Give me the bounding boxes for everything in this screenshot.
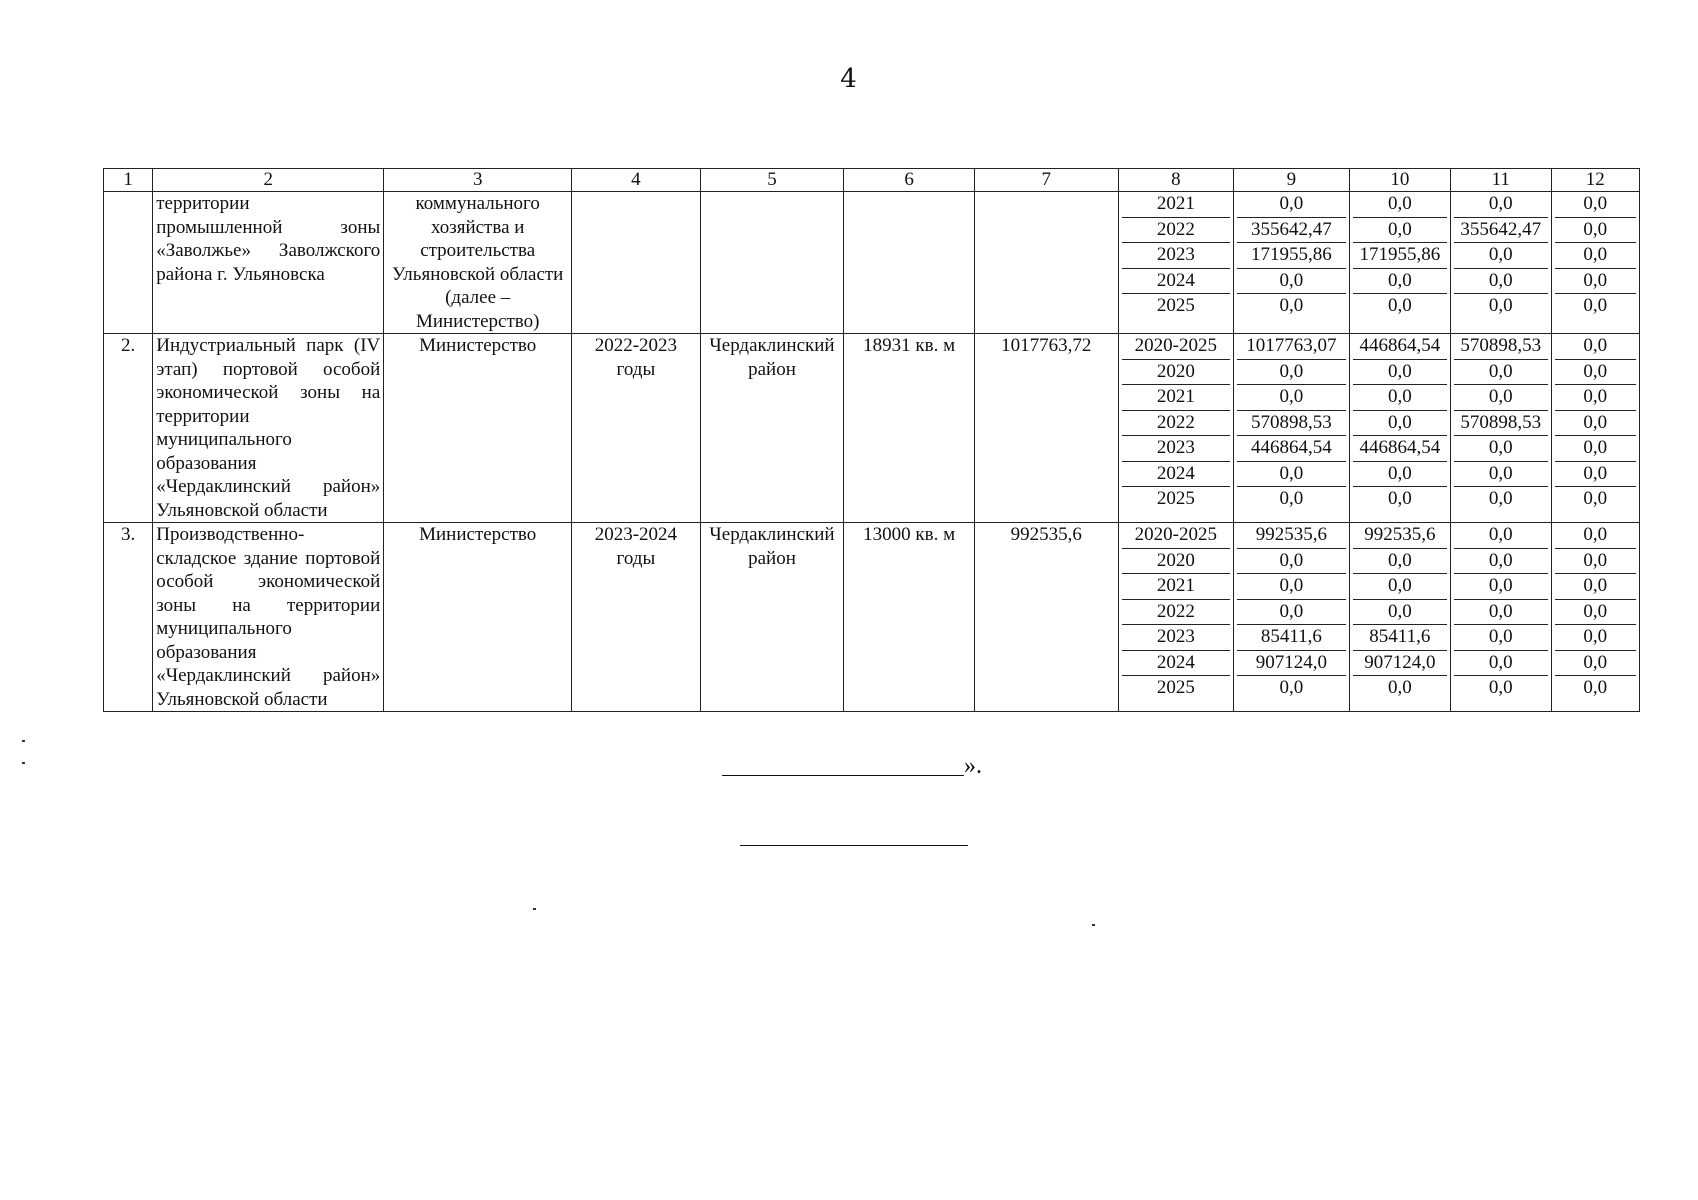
- col12-value: 0,0: [1555, 385, 1637, 411]
- capacity-cell: 18931 кв. м: [844, 334, 975, 523]
- column-header: 8: [1118, 169, 1234, 192]
- col12-value: 0,0: [1555, 218, 1637, 244]
- col9-cell: [1234, 334, 1350, 523]
- years-value: 2022: [1122, 411, 1231, 437]
- years-cell: [1118, 334, 1234, 523]
- row-number-cell: [104, 192, 153, 334]
- row-number-cell: 3.: [104, 523, 153, 712]
- col10-value: 907124,0: [1353, 651, 1447, 677]
- col11-value: 0,0: [1454, 600, 1547, 626]
- col11-value: 0,0: [1454, 574, 1547, 600]
- col11-value: 0,0: [1454, 625, 1547, 651]
- col12-value: 0,0: [1555, 549, 1637, 575]
- page-number: 4: [840, 64, 858, 94]
- col10-value: 0,0: [1353, 574, 1447, 600]
- years-value: 2020: [1122, 360, 1231, 386]
- col11-value: 0,0: [1454, 436, 1547, 462]
- period-cell: 2022-2023 годы: [572, 334, 701, 523]
- col11-value: 0,0: [1488, 677, 1513, 698]
- years-value: 2023: [1122, 625, 1231, 651]
- col10-value: 0,0: [1353, 360, 1447, 386]
- years-value: 2024: [1122, 651, 1231, 677]
- years-value: 2022: [1122, 218, 1231, 244]
- scan-speck: [533, 908, 536, 910]
- col12-value: 0,0: [1555, 462, 1637, 488]
- col11-value: 0,0: [1454, 385, 1547, 411]
- responsible-cell: коммунального хозяйства и строительства Ульяновской области (далее – Министерство): [384, 192, 572, 334]
- col10-value: 446864,54: [1353, 436, 1447, 462]
- cost-cell: 1017763,72: [974, 334, 1118, 523]
- column-header: 3: [384, 169, 572, 192]
- col9-value: 85411,6: [1237, 625, 1346, 651]
- col10-value: 0,0: [1353, 411, 1447, 437]
- years-value: 2020-2025: [1122, 334, 1231, 360]
- col9-value: 0,0: [1279, 295, 1304, 316]
- col9-value: 0,0: [1237, 574, 1346, 600]
- col12-value: 0,0: [1555, 243, 1637, 269]
- col10-value: 0,0: [1353, 385, 1447, 411]
- years-value: 2020-2025: [1122, 523, 1231, 549]
- col11-value: 0,0: [1454, 549, 1547, 575]
- col12-value: 0,0: [1555, 625, 1637, 651]
- object-name-cell: Производственно-складское здание портовой особой экономической зоны на территории муниципального образования «Чердаклинский район» Ульяновской области: [153, 523, 384, 712]
- col10-value: 446864,54: [1353, 334, 1447, 360]
- row-number-cell: 2.: [104, 334, 153, 523]
- years-value: 2022: [1122, 600, 1231, 626]
- col10-value: 0,0: [1387, 488, 1412, 509]
- col12-value: 0,0: [1555, 269, 1637, 295]
- col11-value: 0,0: [1454, 651, 1547, 677]
- location-cell: [700, 192, 844, 334]
- capacity-cell: 13000 кв. м: [844, 523, 975, 712]
- col12-value: 0,0: [1583, 295, 1608, 316]
- closing-signature-line: [722, 775, 964, 776]
- scan-speck: [22, 762, 25, 764]
- closing-quote-mark: ».: [964, 753, 982, 779]
- col9-cell: [1234, 523, 1350, 712]
- col11-value: 355642,47: [1454, 218, 1547, 244]
- col12-value: 0,0: [1555, 360, 1637, 386]
- col12-value: 0,0: [1583, 488, 1608, 509]
- col10-value: 0,0: [1353, 462, 1447, 488]
- col12-value: 0,0: [1555, 411, 1637, 437]
- col10-value: 0,0: [1353, 549, 1447, 575]
- column-header: 11: [1451, 169, 1551, 192]
- col9-value: 0,0: [1237, 549, 1346, 575]
- col9-value: 0,0: [1237, 462, 1346, 488]
- col9-value: 0,0: [1237, 192, 1346, 218]
- years-value: 2024: [1122, 462, 1231, 488]
- col11-cell: [1451, 192, 1551, 334]
- col9-value: 1017763,07: [1237, 334, 1346, 360]
- col9-value: 446864,54: [1237, 436, 1346, 462]
- col11-value: 0,0: [1454, 243, 1547, 269]
- col10-cell: [1349, 192, 1450, 334]
- years-value: 2025: [1156, 295, 1195, 316]
- table-row: [104, 192, 1640, 334]
- location-cell: Чердаклинский район: [700, 523, 844, 712]
- col11-value: 0,0: [1454, 192, 1547, 218]
- responsible-cell: Министерство: [384, 523, 572, 712]
- program-table: [103, 168, 1640, 712]
- years-cell: [1118, 192, 1234, 334]
- document-end-line: [740, 845, 968, 846]
- col11-value: 0,0: [1454, 360, 1547, 386]
- col11-value: 0,0: [1488, 488, 1513, 509]
- col11-cell: [1451, 523, 1551, 712]
- col12-cell: [1551, 334, 1640, 523]
- col9-value: 171955,86: [1237, 243, 1346, 269]
- scan-speck: [1092, 924, 1095, 926]
- years-value: 2024: [1122, 269, 1231, 295]
- table-row: [104, 334, 1640, 523]
- responsible-cell: Министерство: [384, 334, 572, 523]
- col12-value: 0,0: [1555, 192, 1637, 218]
- col11-value: 0,0: [1488, 295, 1513, 316]
- col9-value: 0,0: [1237, 360, 1346, 386]
- col12-value: 0,0: [1555, 436, 1637, 462]
- column-header: 5: [700, 169, 844, 192]
- col9-value: 907124,0: [1237, 651, 1346, 677]
- years-value: 2021: [1122, 385, 1231, 411]
- years-value: 2023: [1122, 436, 1231, 462]
- col9-cell: [1234, 192, 1350, 334]
- col12-cell: [1551, 523, 1640, 712]
- table-row: [104, 523, 1640, 712]
- scan-speck: [22, 740, 25, 742]
- col12-cell: [1551, 192, 1640, 334]
- col10-value: 0,0: [1353, 218, 1447, 244]
- col10-value: 0,0: [1387, 677, 1412, 698]
- col12-value: 0,0: [1555, 600, 1637, 626]
- col9-value: 570898,53: [1237, 411, 1346, 437]
- col12-value: 0,0: [1555, 334, 1637, 360]
- col11-value: 0,0: [1454, 462, 1547, 488]
- col12-value: 0,0: [1555, 651, 1637, 677]
- col12-value: 0,0: [1555, 574, 1637, 600]
- col12-value: 0,0: [1583, 677, 1608, 698]
- col10-value: 0,0: [1353, 600, 1447, 626]
- period-cell: 2023-2024 годы: [572, 523, 701, 712]
- col9-value: 0,0: [1237, 385, 1346, 411]
- years-cell: [1118, 523, 1234, 712]
- years-value: 2020: [1122, 549, 1231, 575]
- col10-value: 0,0: [1353, 269, 1447, 295]
- col9-value: 355642,47: [1237, 218, 1346, 244]
- years-value: 2023: [1122, 243, 1231, 269]
- col9-value: 0,0: [1279, 488, 1304, 509]
- column-header: 12: [1551, 169, 1640, 192]
- column-header: 1: [104, 169, 153, 192]
- cost-cell: [974, 192, 1118, 334]
- column-header: 9: [1234, 169, 1350, 192]
- col9-value: 992535,6: [1237, 523, 1346, 549]
- column-header: 2: [153, 169, 384, 192]
- col9-value: 0,0: [1279, 677, 1304, 698]
- col11-value: 570898,53: [1454, 411, 1547, 437]
- col10-value: 0,0: [1353, 192, 1447, 218]
- col12-value: 0,0: [1555, 523, 1637, 549]
- col9-value: 0,0: [1237, 269, 1346, 295]
- col10-value: 992535,6: [1353, 523, 1447, 549]
- column-header: 10: [1349, 169, 1450, 192]
- capacity-cell: [844, 192, 975, 334]
- object-name-cell: Индустриальный парк (IV этап) портовой особой экономической зоны на территории муниципального образования «Чердаклинский район» Ульяновской области: [153, 334, 384, 523]
- location-cell: Чердаклинский район: [700, 334, 844, 523]
- years-value: 2021: [1122, 574, 1231, 600]
- column-header: 7: [974, 169, 1118, 192]
- years-value: 2025: [1156, 488, 1195, 509]
- col10-cell: [1349, 334, 1450, 523]
- column-header: 6: [844, 169, 975, 192]
- years-value: 2025: [1156, 677, 1195, 698]
- col9-value: 0,0: [1237, 600, 1346, 626]
- period-cell: [572, 192, 701, 334]
- col11-value: 570898,53: [1454, 334, 1547, 360]
- col10-value: 85411,6: [1353, 625, 1447, 651]
- column-number-header-row: [104, 169, 1640, 192]
- col10-value: 0,0: [1387, 295, 1412, 316]
- cost-cell: 992535,6: [974, 523, 1118, 712]
- col10-cell: [1349, 523, 1450, 712]
- col11-value: 0,0: [1454, 523, 1547, 549]
- col10-value: 171955,86: [1353, 243, 1447, 269]
- column-header: 4: [572, 169, 701, 192]
- col11-cell: [1451, 334, 1551, 523]
- col11-value: 0,0: [1454, 269, 1547, 295]
- object-name-cell: территории промышленной зоны «Заволжье» Заволжского района г. Ульяновска: [153, 192, 384, 334]
- years-value: 2021: [1122, 192, 1231, 218]
